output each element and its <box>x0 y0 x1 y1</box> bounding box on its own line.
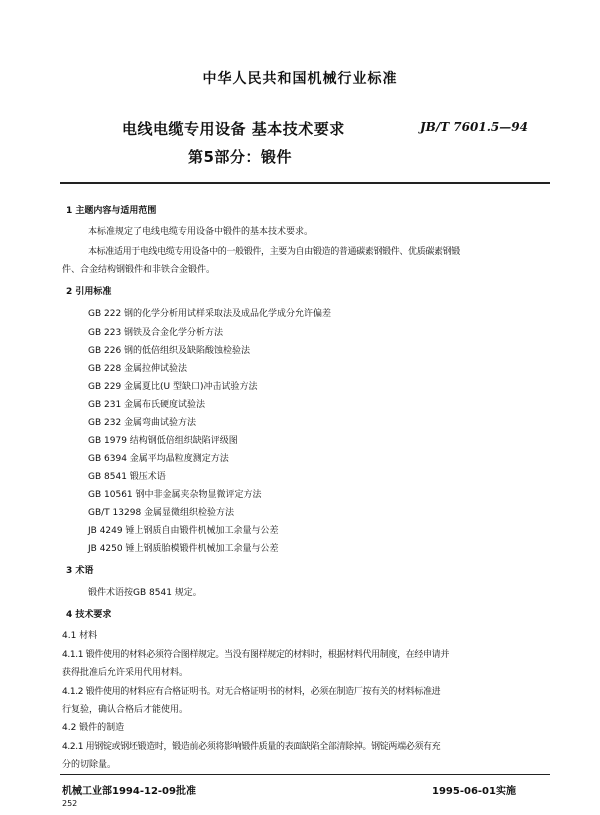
clause-4-1-2-line2: 行复验，确认合格后才能使用。 <box>62 705 189 715</box>
section-3-paragraph: 锻件术语按GB 8541 规定。 <box>88 588 202 598</box>
reference-item: GB 6394 金属平均晶粒度测定方法 <box>88 454 229 464</box>
section-4-heading: 4 技术要求 <box>66 610 112 620</box>
issuing-organization: 中华人民共和国机械行业标准 <box>202 71 398 87</box>
document-title-line2: 第5部分：锻件 <box>188 148 292 166</box>
clause-4-1-2-line1: 4.1.2 锻件使用的材料应有合格证明书。对无合格证明书的材料，必须在制造厂按有关的材料标准进 <box>62 687 441 697</box>
reference-item: GB 231 金属布氏硬度试验法 <box>88 400 206 410</box>
reference-item: GB 1979 结构钢低倍组织缺陷评级图 <box>88 436 238 446</box>
clause-4-2-1-line1: 4.2.1 用钢锭或钢坯锻造时，锻造前必须将影响锻件质量的表面缺陷全部清除掉。钢锭两端必须有充 <box>62 742 441 752</box>
document-title-line1: 电线电缆专用设备 基本技术要求 <box>122 120 345 138</box>
clause-4-1-1-line1: 4.1.1 锻件使用的材料必须符合图样规定。当没有图样规定的材料时，根据材料代用制度，在经申请并 <box>62 650 449 660</box>
reference-item: GB 10561 钢中非金属夹杂物显微评定方法 <box>88 490 262 500</box>
section-3-heading: 3 术语 <box>66 566 94 576</box>
reference-item: GB 228 金属拉伸试验法 <box>88 364 188 374</box>
clause-4-2-heading: 4.2 锻件的制造 <box>62 723 125 733</box>
clause-4-2-1-line2: 分的切除量。 <box>62 760 117 770</box>
reference-item: GB 226 钢的低倍组织及缺陷酸蚀检验法 <box>88 346 251 356</box>
approval-date: 机械工业部1994-12-09批准 <box>62 786 196 797</box>
section-1-paragraph-1: 本标准规定了电线电缆专用设备中锻件的基本技术要求。 <box>88 227 314 237</box>
reference-item: GB 229 金属夏比(U 型缺口)冲击试验方法 <box>88 382 258 392</box>
reference-item: GB 223 钢铁及合金化学分析方法 <box>88 328 224 338</box>
clause-4-1-1-line2: 获得批准后允许采用代用材料。 <box>62 668 189 678</box>
section-1-heading: 1 主题内容与适用范围 <box>66 206 157 216</box>
reference-item: JB 4249 锤上钢质自由锻件机械加工余量与公差 <box>88 526 279 536</box>
footer-divider <box>60 774 550 775</box>
header-divider <box>60 182 550 184</box>
page-number: 252 <box>62 799 78 808</box>
reference-item: GB/T 13298 金属显微组织检验方法 <box>88 508 235 518</box>
section-1-paragraph-2a: 本标准适用于电线电缆专用设备中的一般锻件，主要为自由锻造的普通碳素钢锻件、优质碳素钢锻 <box>88 247 460 257</box>
section-1-paragraph-2b: 件、合金结构钢锻件和非铁合金锻件。 <box>62 265 216 275</box>
standard-number: JB/T 7601.5—94 <box>420 120 528 134</box>
reference-item: GB 8541 锻压术语 <box>88 472 166 482</box>
clause-4-1-heading: 4.1 材料 <box>62 631 98 641</box>
reference-item: GB 232 金属弯曲试验方法 <box>88 418 197 428</box>
reference-item: JB 4250 锤上钢质胎模锻件机械加工余量与公差 <box>88 544 279 554</box>
reference-item: GB 222 钢的化学分析用试样采取法及成品化学成分允许偏差 <box>88 309 332 319</box>
implementation-date: 1995-06-01实施 <box>432 786 516 797</box>
section-2-heading: 2 引用标准 <box>66 287 112 297</box>
